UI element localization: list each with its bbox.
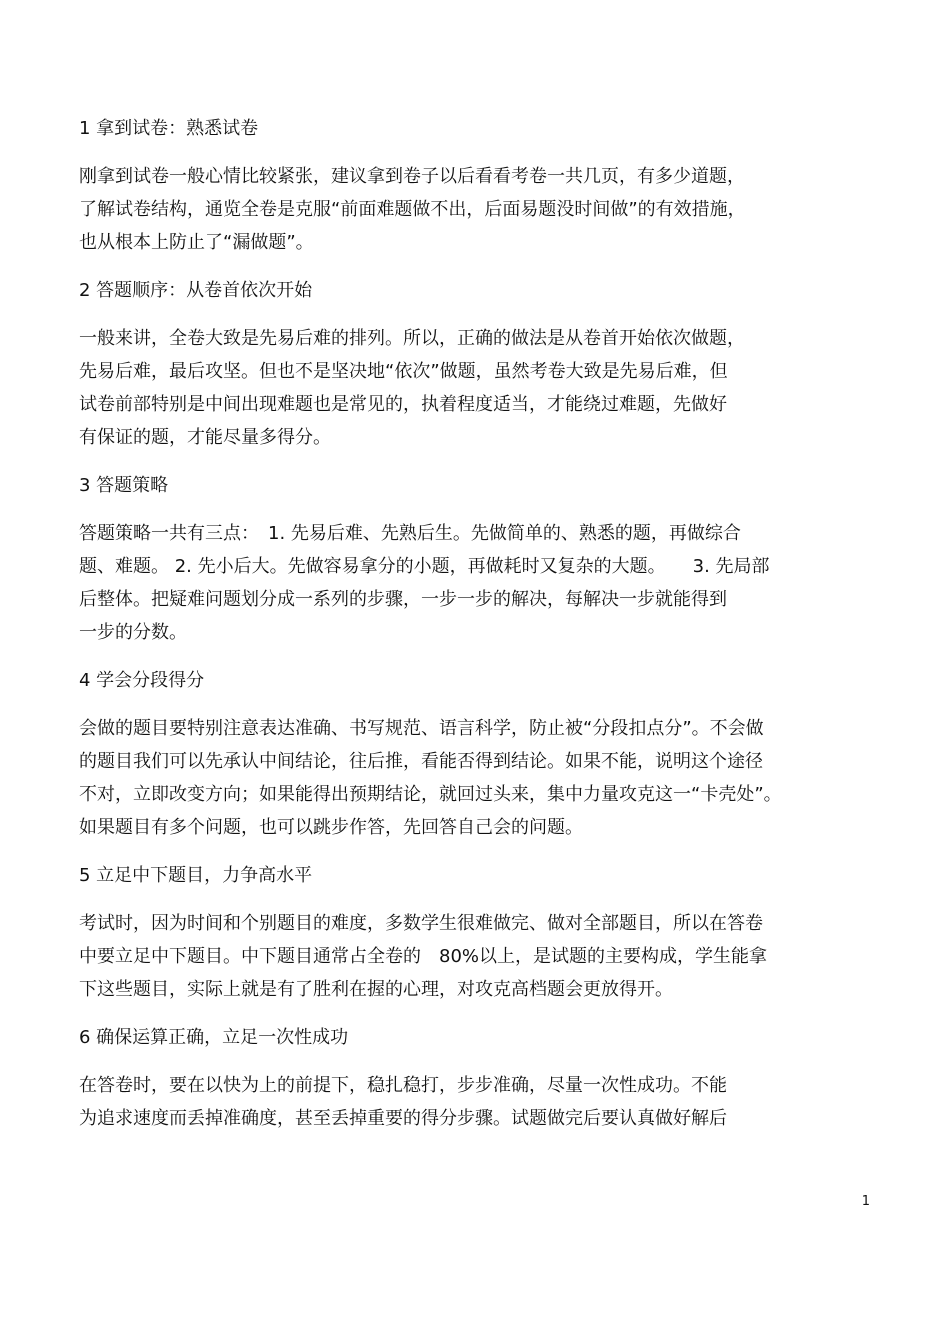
section-paragraph xyxy=(79,517,879,649)
section-heading: 2 答题顺序：从卷首依次开始 xyxy=(79,280,313,301)
paragraph-line: 的题目我们可以先承认中间结论，往后推，看能否得到结论。如果不能，说明这个途径 xyxy=(79,751,763,772)
section-6 xyxy=(79,1021,879,1135)
section-3 xyxy=(79,469,879,649)
paragraph-line: 一般来讲，全卷大致是先易后难的排列。所以，正确的做法是从卷首开始依次做题， xyxy=(79,328,745,349)
paragraph-line: 下这些题目，实际上就是有了胜利在握的心理，对攻克高档题会更放得开。 xyxy=(79,979,673,1000)
paragraph-line: 也从根本上防止了“漏做题”。 xyxy=(79,232,314,253)
paragraph-line: 不对，立即改变方向；如果能得出预期结论，就回过头来，集中力量攻克这一“卡壳处”。 xyxy=(79,784,782,805)
paragraph-line: 答题策略一共有三点： 1. 先易后难、先熟后生。先做简单的、熟悉的题，再做综合 xyxy=(79,523,741,544)
section-paragraph xyxy=(79,712,879,844)
paragraph-line: 如果题目有多个问题，也可以跳步作答，先回答自己会的问题。 xyxy=(79,817,583,838)
paragraph-line: 会做的题目要特别注意表达准确、书写规范、语言科学，防止被“分段扣点分”。不会做 xyxy=(79,718,764,739)
section-heading: 1 拿到试卷：熟悉试卷 xyxy=(79,118,259,139)
section-5 xyxy=(79,859,879,1006)
section-1 xyxy=(79,112,879,259)
paragraph-line: 考试时，因为时间和个别题目的难度，多数学生很难做完、做对全部题目，所以在答卷 xyxy=(79,913,763,934)
page-number: 1 xyxy=(861,1194,870,1209)
paragraph-line: 在答卷时，要在以快为上的前提下，稳扎稳打，步步准确，尽量一次性成功。不能 xyxy=(79,1075,727,1096)
paragraph-line: 一步的分数。 xyxy=(79,622,187,643)
paragraph-line: 了解试卷结构，通览全卷是克服“前面难题做不出，后面易题没时间做”的有效措施， xyxy=(79,199,746,220)
section-heading: 3 答题策略 xyxy=(79,475,169,496)
section-heading: 4 学会分段得分 xyxy=(79,670,205,691)
section-heading: 5 立足中下题目，力争高水平 xyxy=(79,865,313,886)
paragraph-line: 试卷前部特别是中间出现难题也是常见的，执着程度适当，才能绕过难题，先做好 xyxy=(79,394,727,415)
section-heading: 6 确保运算正确，立足一次性成功 xyxy=(79,1027,349,1048)
paragraph-line: 中要立足中下题目。中下题目通常占全卷的 80%以上，是试题的主要构成，学生能拿 xyxy=(79,946,768,967)
section-4 xyxy=(79,664,879,844)
paragraph-line: 先易后难，最后攻坚。但也不是坚决地“依次”做题，虽然考卷大致是先易后难，但 xyxy=(79,361,728,382)
section-paragraph xyxy=(79,160,879,259)
paragraph-line: 刚拿到试卷一般心情比较紧张，建议拿到卷子以后看看考卷一共几页，有多少道题， xyxy=(79,166,745,187)
section-paragraph xyxy=(79,322,879,454)
paragraph-line: 题、难题。 2. 先小后大。先做容易拿分的小题，再做耗时又复杂的大题。 3. 先局部 xyxy=(79,556,770,577)
paragraph-line: 为追求速度而丢掉准确度，甚至丢掉重要的得分步骤。试题做完后要认真做好解后 xyxy=(79,1108,727,1129)
paragraph-line: 后整体。把疑难问题划分成一系列的步骤，一步一步的解决，每解决一步就能得到 xyxy=(79,589,727,610)
section-2 xyxy=(79,274,879,454)
section-paragraph xyxy=(79,907,879,1006)
document-body xyxy=(79,112,879,1150)
paragraph-line: 有保证的题，才能尽量多得分。 xyxy=(79,427,331,448)
section-paragraph xyxy=(79,1069,879,1135)
